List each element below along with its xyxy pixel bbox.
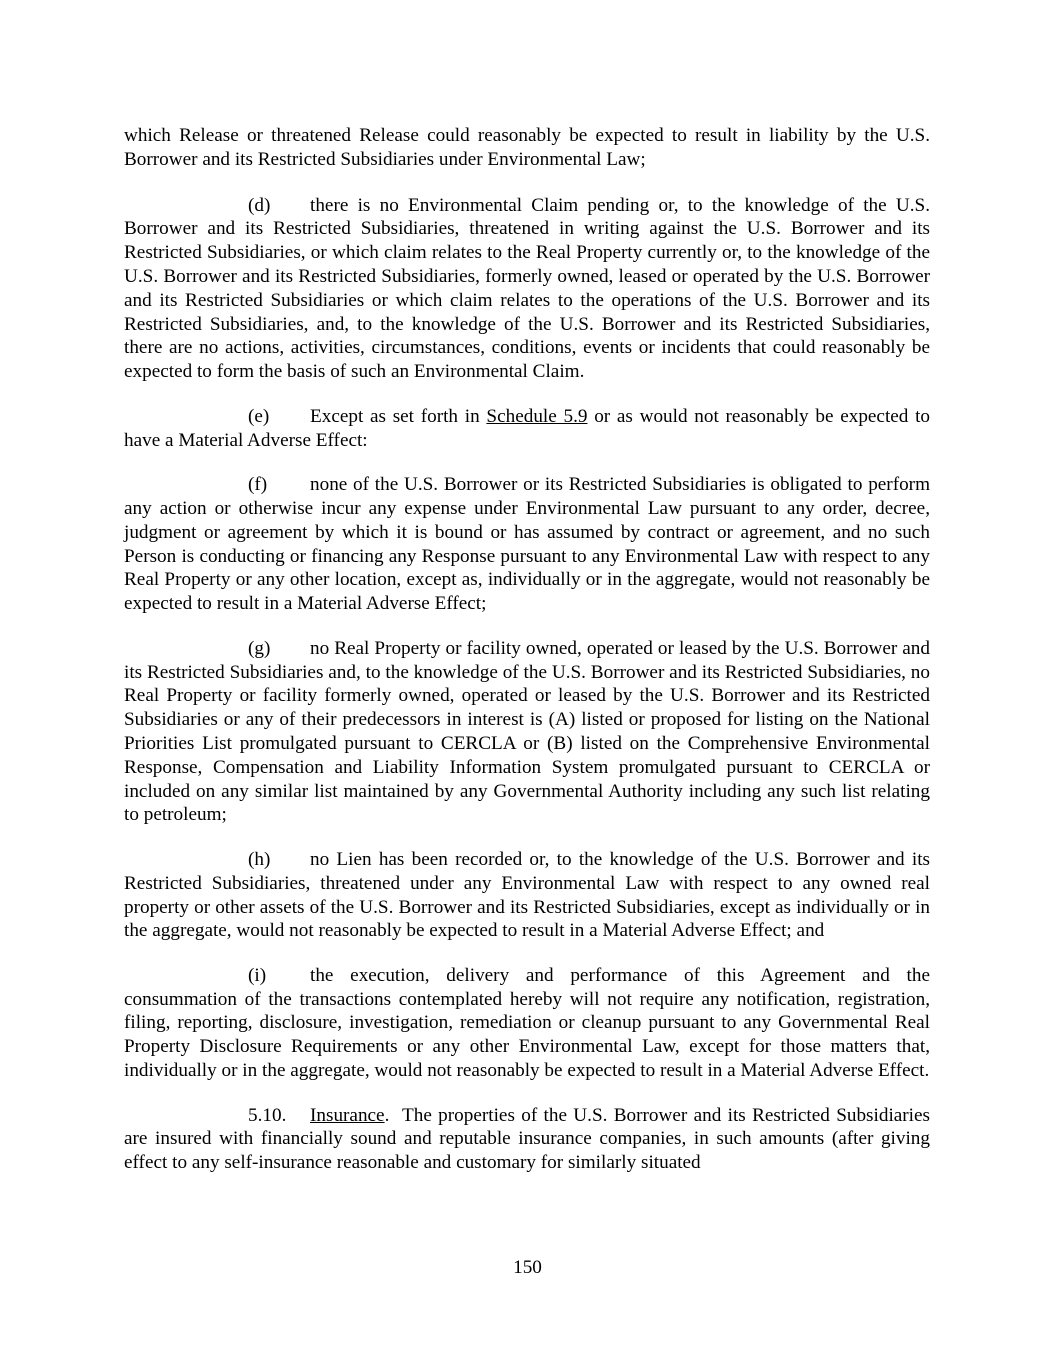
section-5-10-heading: Insurance <box>310 1104 385 1126</box>
page-number: 150 <box>513 1257 542 1278</box>
clause-g <box>124 637 930 827</box>
clause-d-label: (d) <box>248 194 271 216</box>
section-5-10-text: The properties of the U.S. Borrower and its Restricted Subsidiaries are insured with financially sound and reputable insurance companies, in such amounts (after giving effect to any self-insurance reasonable and customary for similarly situated <box>124 1104 930 1174</box>
clause-f-text: none of the U.S. Borrower or its Restricted Subsidiaries is obligated to perform any action or otherwise incur any expense under Environmental Law pursuant to any order, decree, judgment or agreement by which it is bound or has assumed by contract or agreement, and no such Person is conducting or financing any Response pursuant to any Environmental Law with respect to any Real Property or any other location, except as, individually or in the aggregate, would not reasonably be expected to result in a Material Adverse Effect; <box>124 474 930 615</box>
paragraph-continuation <box>124 124 930 172</box>
clause-e-label: (e) <box>248 405 270 427</box>
section-5-10-number: 5.10. <box>248 1104 287 1126</box>
clause-h <box>124 848 930 943</box>
clause-f <box>124 473 930 616</box>
clause-e <box>124 405 930 453</box>
document-body <box>124 124 930 1196</box>
clause-d-text: there is no Environmental Claim pending or, to the knowledge of the U.S. Borrower and its Restricted Subsidiaries, threatened in writing against the U.S. Borrower and its Restricted Subsidiaries, or which claim relates to the Real Property currently or, to the knowledge of the U.S. Borrower and its Restricted Subsidiaries, formerly owned, leased or operated by the U.S. Borrower and its Restricted Subsidiaries or which claim relates to the operations of the U.S. Borrower and its Restricted Subsidiaries, and, to the knowledge of the U.S. Borrower and its Restricted Subsidiaries, there are no actions, activities, circumstances, conditions, events or incidents that could reasonably be expected to form the basis of such an Environmental Claim. <box>124 194 930 383</box>
clause-h-label: (h) <box>248 848 271 870</box>
clause-h-text: no Lien has been recorded or, to the knowledge of the U.S. Borrower and its Restricted Subsidiaries, threatened under any Environmental Law with respect to any owned real property or other assets of the U.S. Borrower and its Restricted Subsidiaries, except as individually or in the aggregate, would not reasonably be expected to result in a Material Adverse Effect; and <box>124 848 930 942</box>
clause-i-text: the execution, delivery and performance of this Agreement and the consummation of the transactions contemplated hereby will not require any notification, registration, filing, reporting, disclosure, investigation, remediation or cleanup pursuant to any Governmental Real Property Disclosure Requirements or any other Environmental Law, except for those matters that, individually or in the aggregate, would not reasonably be expected to result in a Material Adverse Effect. <box>124 964 930 1082</box>
clause-e-text-before: Except as set forth in <box>310 405 480 427</box>
section-5-10 <box>124 1104 930 1175</box>
clause-i-label: (i) <box>248 964 267 986</box>
clause-g-label: (g) <box>248 637 271 659</box>
section-5-10-heading-punct: . <box>384 1104 390 1126</box>
schedule-5-9-reference: Schedule 5.9 <box>486 405 588 427</box>
paragraph-continuation-text: which Release or threatened Release could reasonably be expected to result in liability by the U.S. Borrower and its Restricted Subsidiaries under Environmental Law; <box>124 125 930 170</box>
clause-g-text: no Real Property or facility owned, operated or leased by the U.S. Borrower and its Restricted Subsidiaries and, to the knowledge of the U.S. Borrower and its Restricted Subsidiaries, no Real Property or facility formerly owned, operated or leased by the U.S. Borrower and its Restricted Subsidiaries or any of their predecessors in interest is (A) listed or proposed for listing on the National Priorities List promulgated pursuant to CERCLA or (B) listed on the Comprehensive Environmental Response, Compensation and Liability Information System promulgated pursuant to CERCLA or included on any similar list maintained by any Governmental Authority including any such list relating to petroleum; <box>124 637 930 826</box>
clause-i <box>124 964 930 1083</box>
clause-f-label: (f) <box>248 474 268 496</box>
clause-e-text-after: or as would not reasonably be expected to have a Material Adverse Effect: <box>124 405 931 451</box>
clause-d <box>124 194 930 384</box>
